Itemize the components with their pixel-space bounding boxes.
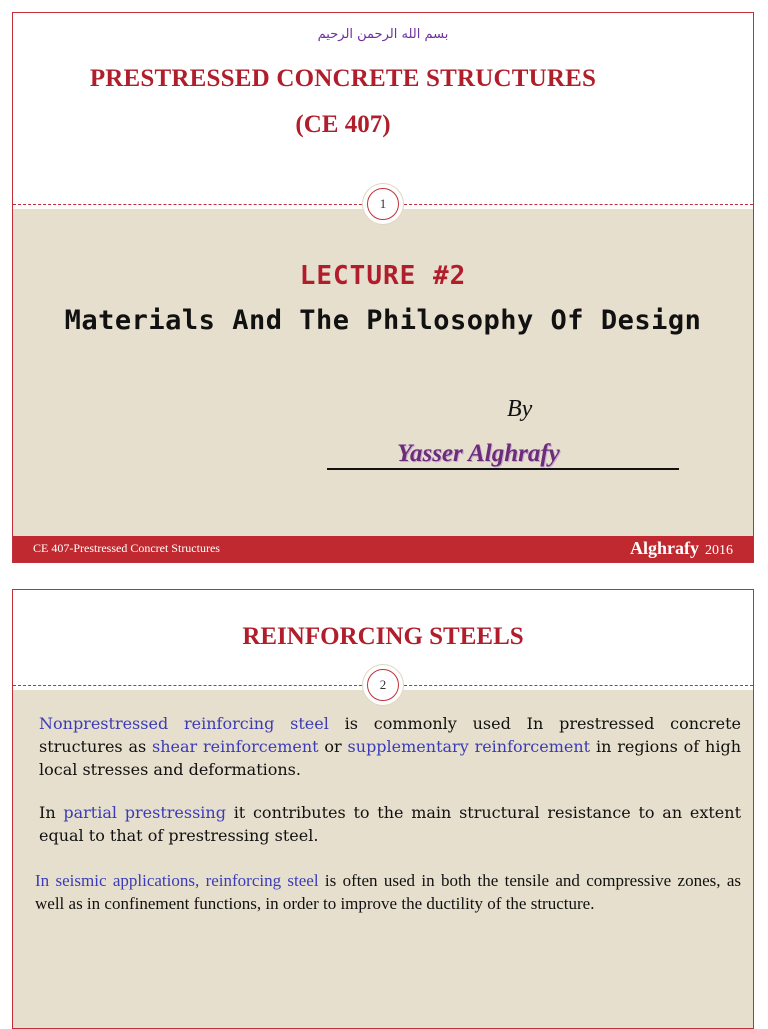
paragraph-text: is commonly used In prestressed concrete structures as [39, 714, 741, 756]
title-slide [12, 12, 754, 563]
paragraph-partial-prestressing [39, 801, 741, 847]
highlight-term: supplementary reinforcement [347, 737, 591, 756]
slide-number-badge [363, 665, 403, 705]
author-name: Yasser Alghrafy [397, 440, 560, 467]
course-code: (CE 407) [295, 111, 391, 138]
lecture-label: LECTURE #2 [299, 261, 467, 291]
footer-author: Alghrafy [630, 538, 699, 558]
paragraph-text: or [318, 737, 348, 756]
by-label: By [507, 396, 533, 422]
paragraph-text: it contributes to the main structural resistance to an extent equal to that of prestressing steel. [39, 803, 742, 845]
highlight-term: Nonprestressed reinforcing steel [39, 714, 329, 733]
slide-number-badge [363, 184, 403, 224]
slide-title: REINFORCING STEELS [242, 623, 524, 650]
content-slide [12, 589, 754, 1029]
paragraph-text: is often used in both the tensile and compressive zones, as well as in confinement functions, in order to improve the ductility of the structure. [35, 871, 741, 913]
highlight-term: In seismic applications, reinforcing steel [35, 871, 319, 890]
footer-course: CE 407-Prestressed Concret Structures [33, 541, 220, 555]
slide-number: 2 [367, 669, 399, 701]
content-background [13, 209, 753, 536]
slide-number: 1 [367, 188, 399, 220]
lecture-title: Materials And The Philosophy Of Design [64, 305, 702, 336]
slide-footer [13, 536, 753, 562]
paragraph-text: in regions of high local stresses and deformations. [39, 737, 742, 779]
highlight-term: shear reinforcement [152, 737, 319, 756]
paragraph-text: In [39, 803, 64, 822]
paragraph-nonprestressed [39, 712, 741, 781]
author-underline [327, 468, 679, 470]
course-title: PRESTRESSED CONCRETE STRUCTURES [89, 65, 597, 92]
highlight-term: partial prestressing [63, 803, 226, 822]
footer-year: 2016 [705, 543, 733, 558]
footer-credit [630, 538, 733, 559]
paragraph-seismic [35, 869, 741, 915]
basmala-text: بسم الله الرحمن الرحيم [317, 27, 449, 42]
